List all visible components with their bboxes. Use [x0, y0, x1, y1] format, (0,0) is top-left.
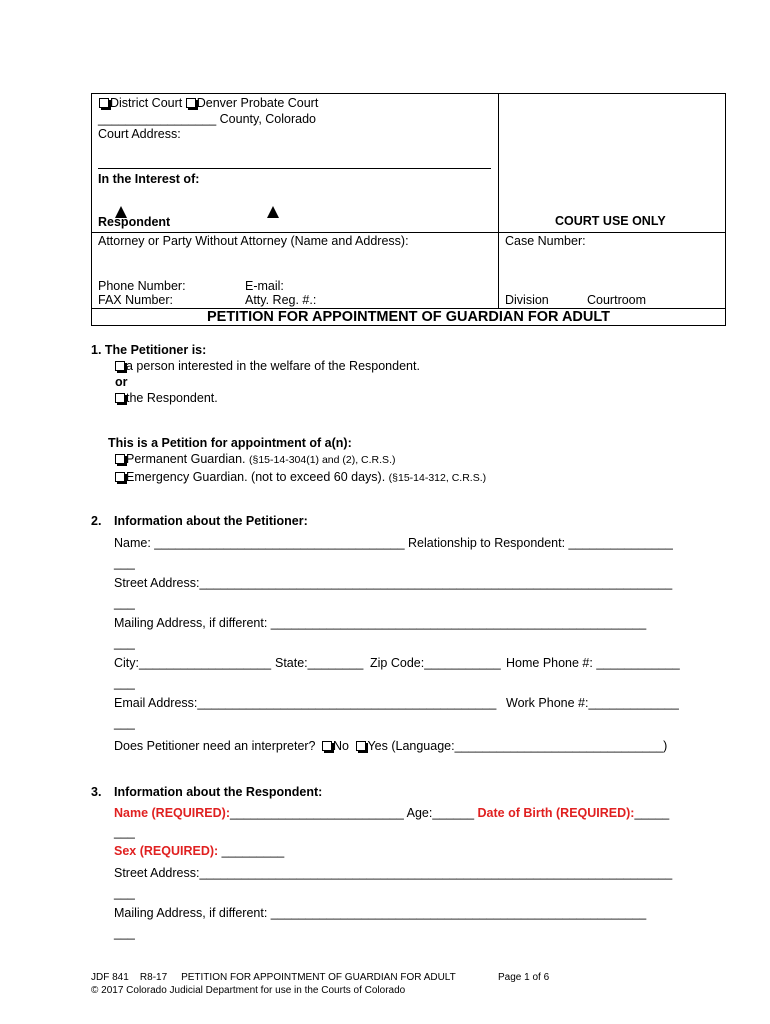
section3-heading: Information about the Respondent: — [114, 785, 323, 799]
footer-revision: R8-17 — [139, 972, 168, 983]
district-court-label: District Court — [110, 96, 183, 110]
emergency-guardian-label: Emergency Guardian. (not to exceed 60 days). — [126, 470, 386, 484]
fax-label: FAX Number: — [98, 293, 174, 307]
section3-number: 3. — [91, 785, 102, 799]
respondent-dob-required-label: Date of Birth (REQUIRED): — [477, 806, 635, 820]
denver-probate-label: Denver Probate Court — [196, 96, 319, 110]
petitioner-name-field[interactable]: Name: ____________________________________ Relationship to Respondent: _______________ — [114, 536, 673, 550]
respondent-dob-field[interactable]: _____ — [634, 806, 670, 820]
attorney-label: Attorney or Party Without Attorney (Name and Address): — [98, 234, 409, 248]
respondent-street-field[interactable]: Street Address:____________________________________________________________________ — [114, 866, 673, 880]
interpreter-yes-label[interactable]: Yes (Language:______________________________) — [367, 739, 668, 753]
respondent-name-required-label: Name (REQUIRED): — [114, 806, 230, 820]
petitioner-option-interested — [115, 359, 420, 373]
emergency-guardian-option — [115, 470, 486, 484]
section1-heading: 1. The Petitioner is: — [91, 343, 207, 357]
courtroom-label: Courtroom — [587, 293, 647, 307]
interest-signature-line — [98, 168, 491, 169]
interested-person-label: a person interested in the welfare of the Respondent. — [126, 359, 420, 373]
section2-heading: Information about the Petitioner: — [114, 514, 308, 528]
court-address-label: Court Address: — [98, 127, 181, 141]
respondent-sex-field[interactable]: _________ — [221, 844, 285, 858]
petitioner-mailing-field[interactable]: Mailing Address, if different: ______________________________________________________ — [114, 616, 647, 630]
section2-number: 2. — [91, 514, 102, 528]
footer-copyright: © 2017 Colorado Judicial Department for use in the Courts of Colorado — [91, 985, 406, 996]
respondent-name-field[interactable]: _________________________ — [230, 806, 404, 820]
wrap-tail: ___ — [114, 825, 135, 839]
interpreter-question: Does Petitioner need an interpreter? — [114, 739, 316, 753]
respondent-option-label: the Respondent. — [126, 391, 218, 405]
wrap-tail: ___ — [114, 926, 135, 940]
petitioner-city-field[interactable]: City:___________________ — [114, 656, 272, 670]
respondent-mailing-field[interactable]: Mailing Address, if different: ______________________________________________________ — [114, 906, 647, 920]
interpreter-no-label: No — [333, 739, 349, 753]
right-triangle-icon — [267, 206, 279, 218]
form-title: PETITION FOR APPOINTMENT OF GUARDIAN FOR ADULT — [206, 309, 611, 325]
wrap-tail: ___ — [114, 716, 135, 730]
footer-form-name: PETITION FOR APPOINTMENT OF GUARDIAN FOR ADULT — [181, 972, 456, 983]
permanent-guardian-option — [115, 452, 395, 466]
wrap-tail: ___ — [114, 556, 135, 570]
email-label: E-mail: — [245, 279, 284, 293]
permanent-guardian-checkbox[interactable] — [115, 454, 125, 464]
petition-type-heading: This is a Petition for appointment of a(n): — [108, 436, 352, 450]
wrap-tail: ___ — [114, 676, 135, 690]
respondent-checkbox[interactable] — [115, 393, 125, 403]
petitioner-street-field[interactable]: Street Address:____________________________________________________________________ — [114, 576, 673, 590]
denver-probate-checkbox[interactable] — [186, 98, 196, 108]
permanent-guardian-label: Permanent Guardian. — [126, 452, 246, 466]
interest-label: In the Interest of: — [98, 172, 200, 186]
or-label: or — [115, 375, 128, 389]
petitioner-zip-field[interactable]: Zip Code:___________ — [370, 656, 501, 670]
respondent-name-row — [114, 806, 669, 820]
respondent-sex-required-label: Sex (REQUIRED): — [114, 844, 219, 858]
wrap-tail: ___ — [114, 596, 135, 610]
respondent-age-field[interactable]: Age:______ — [406, 806, 475, 820]
petitioner-work-phone-field[interactable]: Work Phone #:_____________ — [506, 696, 679, 710]
emergency-guardian-cite: (§15-14-312, C.R.S.) — [388, 472, 487, 484]
case-number-label: Case Number: — [505, 234, 586, 248]
district-court-checkbox[interactable] — [99, 98, 109, 108]
caption-row-line-1 — [91, 232, 726, 233]
footer-line-1 — [91, 972, 456, 984]
caption-divider — [498, 93, 499, 309]
interested-person-checkbox[interactable] — [115, 361, 125, 371]
interpreter-yes-checkbox[interactable] — [356, 741, 366, 751]
respondent-sex-row — [114, 844, 284, 858]
petitioner-email-field[interactable]: Email Address:___________________________________________ — [114, 696, 497, 710]
caption-box — [91, 93, 726, 326]
wrap-tail: ___ — [114, 636, 135, 650]
county-line[interactable]: _________________ County, Colorado — [98, 112, 317, 126]
footer-page: Page 1 of 6 — [498, 972, 550, 983]
emergency-guardian-checkbox[interactable] — [115, 472, 125, 482]
phone-label: Phone Number: — [98, 279, 186, 293]
petitioner-home-phone-field[interactable]: Home Phone #: ____________ — [506, 656, 680, 670]
wrap-tail: ___ — [114, 886, 135, 900]
division-label: Division — [505, 293, 549, 307]
court-use-only-label: COURT USE ONLY — [555, 214, 666, 228]
interpreter-row — [114, 739, 667, 753]
respondent-label: Respondent — [98, 215, 171, 229]
court-selection — [99, 96, 318, 110]
petitioner-state-field[interactable]: State:________ — [275, 656, 364, 670]
footer-form-id: JDF 841 — [91, 972, 129, 983]
atty-reg-label: Atty. Reg. #.: — [245, 293, 317, 307]
petitioner-option-respondent — [115, 391, 218, 405]
permanent-guardian-cite: (§15-14-304(1) and (2), C.R.S.) — [249, 454, 396, 466]
interpreter-no-checkbox[interactable] — [322, 741, 332, 751]
